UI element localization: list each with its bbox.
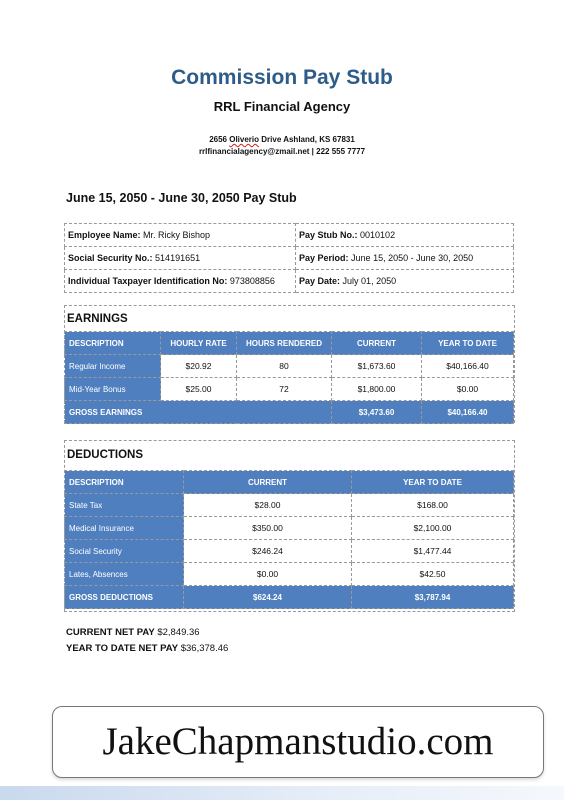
pay-period-title: June 15, 2050 - June 30, 2050 Pay Stub <box>66 191 297 205</box>
col-year-to-date: YEAR TO DATE <box>352 471 514 494</box>
pay-stub-no-value: 0010102 <box>360 230 396 240</box>
row-current: $1,800.00 <box>332 378 422 401</box>
current-net-pay <box>66 627 200 638</box>
row-hours: 72 <box>237 378 332 401</box>
table-row <box>65 378 514 401</box>
row-description: State Tax <box>65 494 184 517</box>
row-ytd: $168.00 <box>352 494 514 517</box>
gross-deductions-ytd: $3,787.94 <box>352 586 514 609</box>
table-row <box>65 540 514 563</box>
company-address <box>0 134 564 158</box>
ytd-net-pay-label: YEAR TO DATE NET PAY <box>66 643 179 654</box>
deductions-table <box>64 470 514 609</box>
row-description: Social Security <box>65 540 184 563</box>
itin-value: 973808856 <box>229 276 275 286</box>
employee-name-value: Mr. Ricky Bishop <box>143 230 211 240</box>
table-row <box>65 224 514 247</box>
current-net-pay-value: $2,849.36 <box>157 627 200 638</box>
company-name: RRL Financial Agency <box>213 99 351 114</box>
table-row <box>65 355 514 378</box>
pay-period-cell <box>296 247 514 270</box>
pay-date-value: July 01, 2050 <box>342 276 397 286</box>
gross-earnings-label: GROSS EARNINGS <box>65 401 332 424</box>
employee-name-cell <box>65 224 296 247</box>
itin-cell <box>65 270 296 293</box>
page-title: Commission Pay Stub <box>171 66 393 89</box>
row-ytd: $40,166.40 <box>422 355 514 378</box>
row-current: $0.00 <box>184 563 352 586</box>
row-ytd: $0.00 <box>422 378 514 401</box>
col-hours-rendered: HOURS RENDERED <box>237 332 332 355</box>
row-description: Lates, Absences <box>65 563 184 586</box>
pay-period-value: June 15, 2050 - June 30, 2050 <box>351 253 474 263</box>
ytd-net-pay-value: $36,378.46 <box>180 643 229 654</box>
gross-earnings-current: $3,473.60 <box>332 401 422 424</box>
col-description: DESCRIPTION <box>65 471 184 494</box>
earnings-title: EARNINGS <box>67 313 128 325</box>
row-description: Medical Insurance <box>65 517 184 540</box>
table-row <box>65 563 514 586</box>
employee-info-table <box>64 223 514 293</box>
table-row <box>65 517 514 540</box>
current-net-pay-label: CURRENT NET PAY <box>66 627 155 638</box>
gross-deductions-row <box>65 586 514 609</box>
pay-date-cell <box>296 270 514 293</box>
employee-name-label: Employee Name: <box>68 230 141 240</box>
col-current: CURRENT <box>332 332 422 355</box>
col-hourly-rate: HOURLY RATE <box>161 332 237 355</box>
ssn-label: Social Security No.: <box>68 253 153 263</box>
row-ytd: $42.50 <box>352 563 514 586</box>
row-current: $246.24 <box>184 540 352 563</box>
gross-earnings-ytd: $40,166.40 <box>422 401 514 424</box>
row-ytd: $2,100.00 <box>352 517 514 540</box>
col-current: CURRENT <box>184 471 352 494</box>
ssn-cell <box>65 247 296 270</box>
pay-period-label: Pay Period: <box>299 253 349 263</box>
table-row <box>65 494 514 517</box>
gross-deductions-label: GROSS DEDUCTIONS <box>65 586 184 609</box>
table-header-row <box>65 332 514 355</box>
table-header-row <box>65 471 514 494</box>
row-current: $1,673.60 <box>332 355 422 378</box>
footer-bar <box>0 786 564 800</box>
col-year-to-date: YEAR TO DATE <box>422 332 514 355</box>
row-current: $28.00 <box>184 494 352 517</box>
row-hourly-rate: $25.00 <box>161 378 237 401</box>
address-rest: Drive Ashland, KS 67831 <box>261 135 355 144</box>
row-current: $350.00 <box>184 517 352 540</box>
row-hourly-rate: $20.92 <box>161 355 237 378</box>
address-line <box>0 134 564 146</box>
street-name: Oliverio <box>229 135 260 144</box>
row-ytd: $1,477.44 <box>352 540 514 563</box>
watermark-text: JakeChapmanstudio.com <box>102 720 494 763</box>
itin-label: Individual Taxpayer Identification No: <box>68 276 228 286</box>
table-row <box>65 270 514 293</box>
gross-deductions-current: $624.24 <box>184 586 352 609</box>
street-number: 2656 <box>209 135 227 144</box>
table-row <box>65 247 514 270</box>
row-description: Regular Income <box>65 355 161 378</box>
pay-stub-no-cell <box>296 224 514 247</box>
earnings-table <box>64 331 514 424</box>
row-description: Mid-Year Bonus <box>65 378 161 401</box>
watermark-banner <box>52 706 544 778</box>
pay-date-label: Pay Date: <box>299 276 341 286</box>
ytd-net-pay <box>66 643 228 654</box>
col-description: DESCRIPTION <box>65 332 161 355</box>
deductions-title: DEDUCTIONS <box>67 449 144 461</box>
pay-stub-no-label: Pay Stub No.: <box>299 230 358 240</box>
ssn-value: 514191651 <box>155 253 201 263</box>
row-hours: 80 <box>237 355 332 378</box>
contact-line: rrlfinancialagency@zmail.net | 222 555 7777 <box>198 147 366 156</box>
gross-earnings-row <box>65 401 514 424</box>
